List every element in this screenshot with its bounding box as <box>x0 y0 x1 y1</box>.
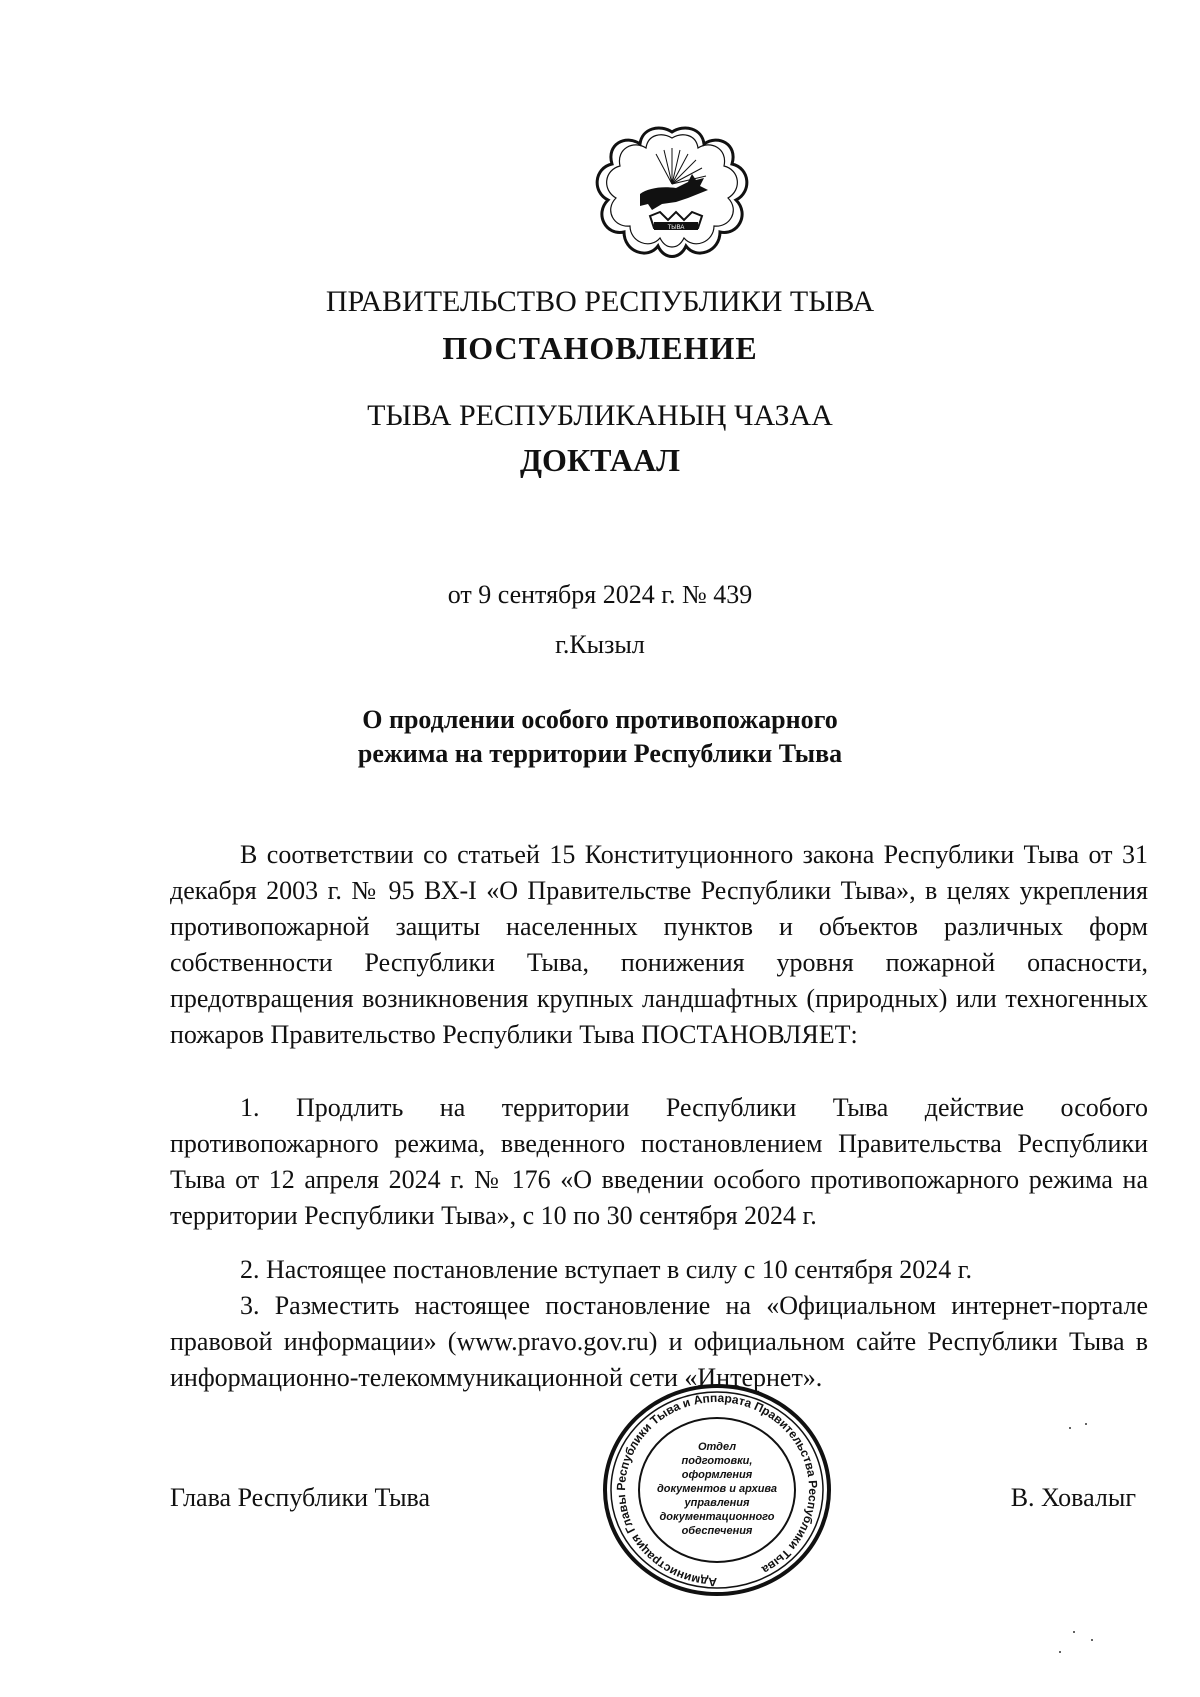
signatory-name: В. Ховалыг <box>1010 1483 1136 1512</box>
scan-speckles <box>1050 1420 1110 1660</box>
document-city: г.Кызыл <box>555 630 645 659</box>
clause-1-text: 1. Продлить на территории Республики Тыва действие особого противопожарного режима, введенного постановлением Правительства Республики Тыва от 12 апреля 2024 г. № 176 «О введении особого противопожарного режима на территории Республики Тыва», с 10 по 30 сентября 2024 г. <box>170 1093 1148 1230</box>
coat-of-arms-icon <box>592 124 752 264</box>
document-type-tuvan: ДОКТААЛ <box>520 442 680 478</box>
clause-1 <box>170 1090 1148 1234</box>
title-line-2: режима на территории Республики Тыва <box>357 739 843 768</box>
emblem-label: ТЫВА <box>667 225 685 231</box>
government-name-tuvan: ТЫВА РЕСПУБЛИКАНЫҢ ЧАЗАА <box>367 399 833 432</box>
stamp-line-3: оформления <box>681 1469 753 1481</box>
document-title <box>0 703 1200 771</box>
clause-2-text: 2. Настоящее постановление вступает в силу с 10 сентября 2024 г. <box>240 1255 972 1284</box>
stamp-line-7: обеспечения <box>681 1525 753 1537</box>
stamp-line-2: подготовки, <box>681 1455 753 1467</box>
stamp-ring-text: Администрация Главы Республики Тыва и Аппарата Правительства Республики Тыва <box>613 1390 821 1590</box>
official-stamp <box>595 1378 840 1603</box>
preamble-paragraph <box>170 837 1148 1053</box>
stamp-line-5: управления <box>684 1497 750 1509</box>
clause-3-text: 3. Разместить настоящее постановление на «Официальном интернет-портале правовой информации» (www.pravo.gov.ru) и официальном сайте Республики Тыва в информационно-телекоммуникационной сети «Интернет». <box>170 1291 1148 1392</box>
document-date-number: от 9 сентября 2024 г. № 439 <box>447 580 753 609</box>
title-line-1: О продлении особого противопожарного <box>362 705 838 734</box>
document-type: ПОСТАНОВЛЕНИЕ <box>442 330 758 366</box>
stamp-line-6: документационного <box>659 1511 775 1523</box>
government-name: ПРАВИТЕЛЬСТВО РЕСПУБЛИКИ ТЫВА <box>325 285 875 318</box>
stamp-line-1: Отдел <box>697 1441 737 1453</box>
stamp-line-4: документов и архива <box>656 1483 778 1495</box>
preamble-text: В соответствии со статьей 15 Конституционного закона Республики Тыва от 31 декабря 2003 г. № 95 ВХ-I «О Правительстве Республики Тыва», в целях укрепления противопожарной защиты населенных пунктов и объектов различных форм собственности Республики Тыва, понижения уровня пожарной опасности, предотвращения возникновения крупных ландшафтных (природных) или техногенных пожаров Правительство Республики Тыва ПОСТАНОВЛЯЕТ: <box>170 840 1148 1049</box>
clause-2 <box>170 1252 1148 1288</box>
signatory-position: Глава Республики Тыва <box>170 1483 431 1512</box>
